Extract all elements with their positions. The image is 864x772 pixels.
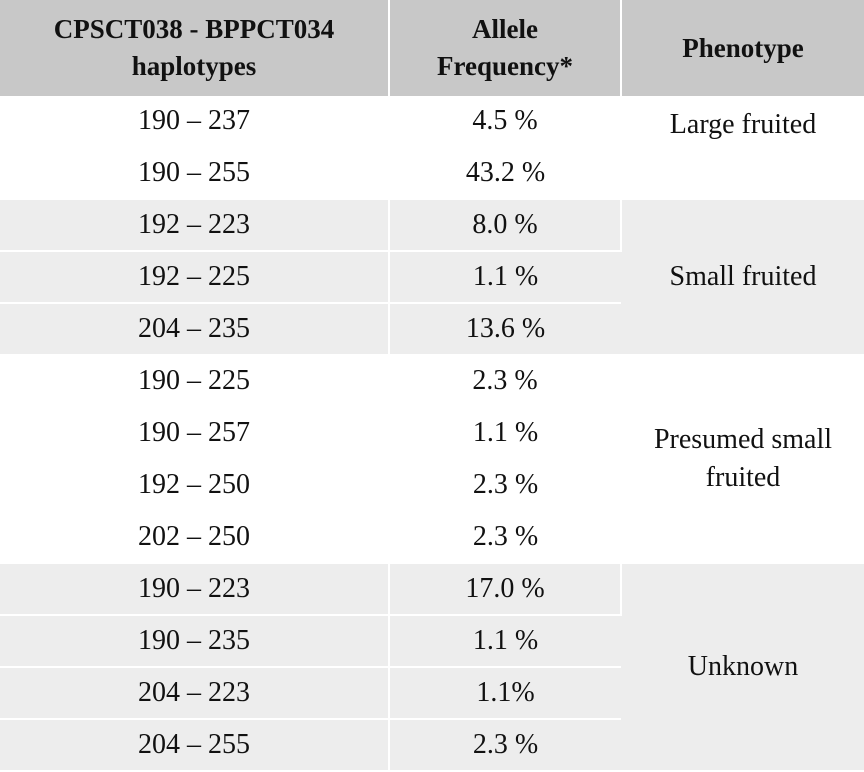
phenotype-label: Presumed small: [653, 424, 833, 455]
allele-frequency-cell: 2.3 %: [389, 355, 621, 407]
table-row: [0, 96, 864, 147]
header-phenotype-label: Phenotype: [682, 32, 804, 63]
allele-frequency-cell: 8.0 %: [389, 199, 621, 251]
allele-frequency-cell: 2.3 %: [389, 719, 621, 770]
haplotype-cell: 204 – 235: [0, 303, 389, 355]
header-phenotype: [621, 0, 864, 96]
allele-frequency-cell: 1.1 %: [389, 251, 621, 303]
allele-frequency-cell: 17.0 %: [389, 563, 621, 615]
header-allele-frequency: [389, 0, 621, 96]
allele-frequency-cell: 2.3 %: [389, 511, 621, 563]
haplotype-cell: 202 – 250: [0, 511, 389, 563]
phenotype-label: fruited: [705, 462, 781, 493]
allele-frequency-cell: 43.2 %: [389, 147, 621, 199]
table-row: [0, 199, 864, 251]
phenotype-cell: [621, 355, 864, 563]
table-body: [0, 96, 864, 770]
phenotype-label: Small fruited: [669, 261, 817, 292]
haplotype-cell: 192 – 223: [0, 199, 389, 251]
haplotype-cell: 204 – 223: [0, 667, 389, 719]
allele-frequency-cell: 1.1 %: [389, 407, 621, 459]
haplotype-cell: 190 – 235: [0, 615, 389, 667]
header-frequency-line-2: Frequency*: [437, 51, 573, 81]
haplotype-cell: 190 – 225: [0, 355, 389, 407]
header-row: [0, 0, 864, 96]
phenotype-cell: [621, 563, 864, 770]
allele-frequency-cell: 1.1 %: [389, 615, 621, 667]
phenotype-label: Unknown: [687, 651, 799, 682]
haplotype-cell: 190 – 257: [0, 407, 389, 459]
phenotype-cell: [621, 199, 864, 355]
header-frequency-line-1: Allele: [472, 14, 538, 44]
table-header: [0, 0, 864, 96]
haplotype-cell: 192 – 225: [0, 251, 389, 303]
haplotype-cell: 192 – 250: [0, 459, 389, 511]
haplotype-cell: 190 – 237: [0, 96, 389, 147]
header-haplotypes: [0, 0, 389, 96]
header-haplotypes-line-1: CPSCT038 - BPPCT034: [53, 14, 335, 44]
phenotype-cell: [621, 96, 864, 199]
allele-frequency-cell: 2.3 %: [389, 459, 621, 511]
allele-frequency-cell: 13.6 %: [389, 303, 621, 355]
haplotype-cell: 204 – 255: [0, 719, 389, 770]
haplotype-cell: 190 – 223: [0, 563, 389, 615]
table-row: [0, 563, 864, 615]
allele-frequency-cell: 1.1%: [389, 667, 621, 719]
allele-frequency-cell: 4.5 %: [389, 96, 621, 147]
haplotype-cell: 190 – 255: [0, 147, 389, 199]
table-row: [0, 355, 864, 407]
header-haplotypes-line-2: haplotypes: [131, 51, 257, 81]
phenotype-label: Large fruited: [669, 109, 817, 140]
